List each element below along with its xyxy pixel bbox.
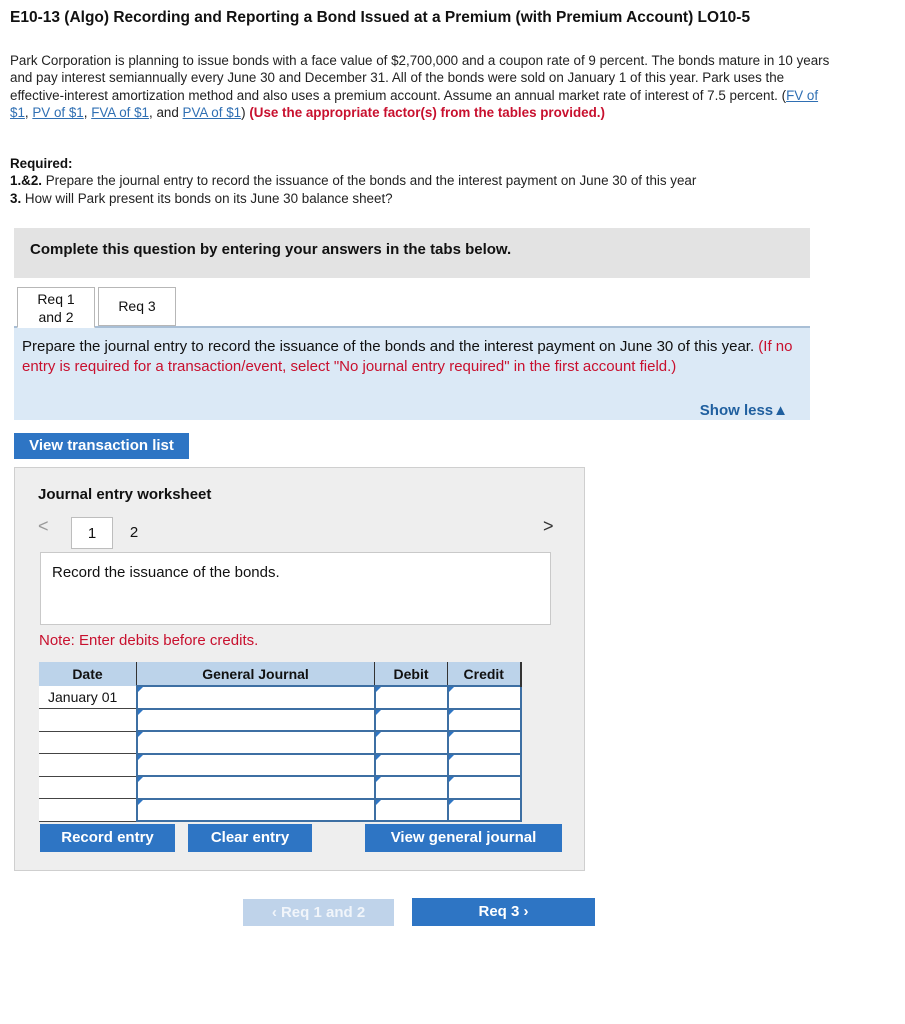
instructions-banner (14, 228, 810, 278)
prev-req-button[interactable]: ‹ Req 1 and 2 (243, 899, 394, 926)
view-general-journal-button[interactable]: View general journal (365, 824, 562, 852)
required-heading: Required: (10, 156, 73, 171)
instruction-text (22, 337, 802, 376)
credit-input[interactable] (448, 731, 521, 754)
account-input[interactable] (137, 799, 375, 822)
date-cell (39, 731, 137, 754)
tab-label-line2: and 2 (38, 309, 74, 325)
chevron-left-icon[interactable]: < (38, 516, 49, 536)
col-general-journal: General Journal (137, 662, 375, 686)
banner-text: Complete this question by entering your answers in the tabs below. (30, 241, 512, 258)
link-fv-of-1[interactable]: FV of $1 (10, 87, 819, 121)
chevron-right-icon[interactable]: > (543, 516, 554, 536)
table-row (39, 731, 521, 754)
transaction-description: Record the issuance of the bonds. (52, 564, 280, 581)
q12-text: Prepare the journal entry to record the issuance of the bonds and the interest payment on June 30 of this year (45, 173, 697, 189)
intro-text: Park Corporation is planning to issue bonds with a face value of $2,700,000 and a coupon rate of 9 percent. The bonds mature in 10 years and pay interest semiannually every June 30 and December 31. All of the bonds were sold on January 1 of this year. Park uses the effective-interest amortization method and also uses a premium account. Assume an annual market rate of interest of 7.5 percent. ( (10, 53, 830, 103)
next-req-button[interactable]: Req 3 › (412, 898, 595, 926)
credit-input[interactable] (448, 776, 521, 799)
date-cell (39, 799, 137, 822)
account-input[interactable] (137, 731, 375, 754)
and-text: and (156, 105, 179, 121)
account-input[interactable] (137, 686, 375, 709)
col-debit: Debit (375, 662, 448, 686)
debits-credits-note: Note: Enter debits before credits. (39, 632, 259, 649)
problem-intro: Park Corporation is planning to issue bonds with a face value of $2,700,000 and a coupon rate of 9 percent. The bonds mature in 10 years and pay interest semiannually every June 30 and December 31. All of the bonds were sold on January 1 of this year. Park uses the effective-interest amortization method and also uses a premium account. Assume an annual market rate of interest of 7.5 percent. (FV of $1, PV of $1, FVA of $1, and PVA of $1) (Use the appropriate factor(s) from the tables provided.) (10, 53, 830, 121)
col-date: Date (39, 662, 137, 686)
factors-note: (Use the appropriate factor(s) from the tables provided.) (249, 105, 605, 121)
date-cell (39, 776, 137, 799)
worksheet-page-2[interactable]: 2 (129, 524, 139, 541)
debit-input[interactable] (375, 754, 448, 777)
debit-input[interactable] (375, 709, 448, 732)
worksheet-page-1[interactable]: 1 (71, 517, 113, 549)
q3-label: 3. (10, 190, 22, 206)
view-transaction-list-button[interactable]: View transaction list (14, 433, 189, 459)
credit-input[interactable] (448, 686, 521, 709)
debit-input[interactable] (375, 776, 448, 799)
account-input[interactable] (137, 709, 375, 732)
date-cell (39, 754, 137, 777)
table-header-row (39, 662, 521, 686)
debit-input[interactable] (375, 731, 448, 754)
q12-label: 1.&2. (10, 173, 43, 189)
transaction-description-box (40, 552, 551, 625)
tab-instruction-panel (14, 326, 810, 420)
link-pva-of-1[interactable]: PVA of $1 (182, 105, 242, 121)
tab-label-line1: Req 1 (37, 291, 75, 307)
tab-req-3[interactable]: Req 3 (98, 287, 176, 326)
date-cell: January 01 (39, 686, 137, 709)
link-fva-of-1[interactable]: FVA of $1 (91, 105, 149, 121)
table-row (39, 709, 521, 732)
debit-input[interactable] (375, 686, 448, 709)
instruction-main: Prepare the journal entry to record the issuance of the bonds and the interest payment on June 30 of this year. (22, 338, 755, 355)
journal-entry-table (39, 662, 522, 822)
credit-input[interactable] (448, 754, 521, 777)
tab-req-1-and-2[interactable] (17, 287, 95, 328)
instruction-note: (If no entry is required for a transaction/event, select "No journal entry required" in the first account field.) (22, 338, 793, 375)
credit-input[interactable] (448, 709, 521, 732)
link-pv-of-1[interactable]: PV of $1 (32, 105, 84, 121)
q3-text: How will Park present its bonds on its June 30 balance sheet? (24, 190, 393, 206)
show-less-toggle[interactable]: Show less▲ (699, 402, 788, 419)
table-row (39, 686, 521, 709)
credit-input[interactable] (448, 799, 521, 822)
col-credit: Credit (448, 662, 521, 686)
account-input[interactable] (137, 776, 375, 799)
record-entry-button[interactable]: Record entry (40, 824, 175, 852)
table-row (39, 754, 521, 777)
clear-entry-button[interactable]: Clear entry (188, 824, 312, 852)
close-paren: ) (241, 105, 246, 121)
required-section (10, 155, 870, 207)
worksheet-title: Journal entry worksheet (38, 486, 212, 503)
table-row (39, 799, 521, 822)
debit-input[interactable] (375, 799, 448, 822)
account-input[interactable] (137, 754, 375, 777)
table-row (39, 776, 521, 799)
page-title: E10-13 (Algo) Recording and Reporting a Bond Issued at a Premium (with Premium Account) LO10-5 (10, 9, 751, 26)
date-cell (39, 709, 137, 732)
